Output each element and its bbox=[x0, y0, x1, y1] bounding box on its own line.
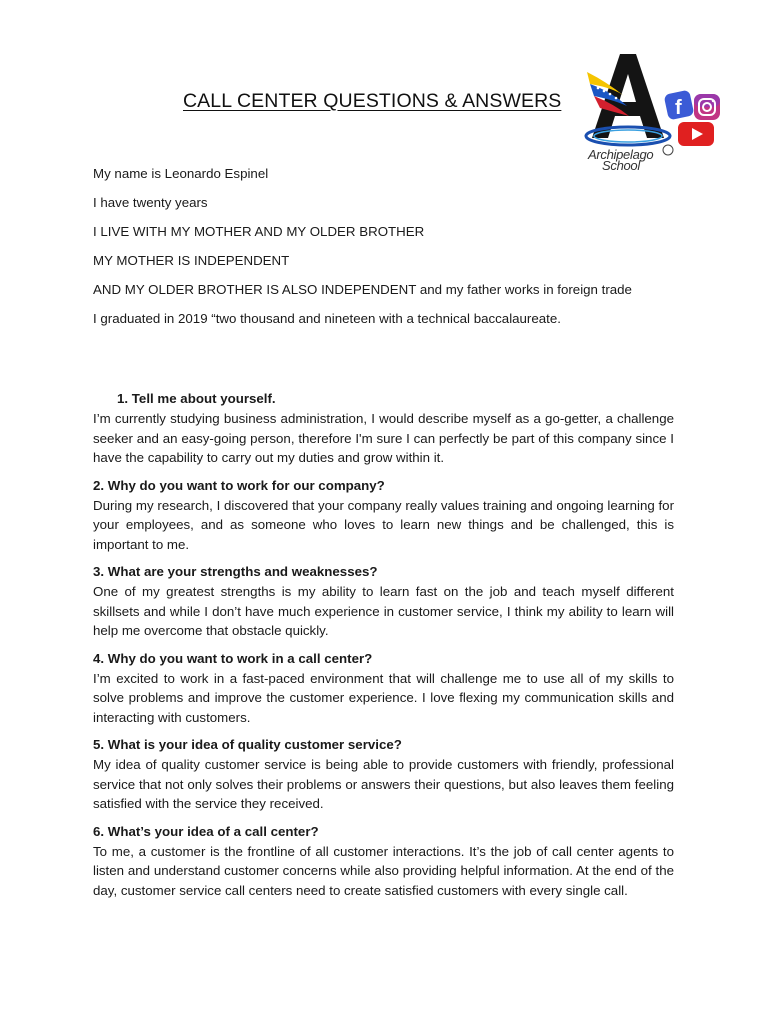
answer-paragraph: My idea of quality customer service is being able to provide customers with friendly, professional service that not only solves their problems or answers their questions, but also leaves them feeling satisfied with the service they received. bbox=[93, 757, 674, 811]
question-heading: 2. Why do you want to work for our company? bbox=[93, 477, 385, 493]
answer-paragraph: During my research, I discovered that your company really values training and ongoing learning for your employees, and as someone who loves to learn new things and be challenged, this is important to me. bbox=[93, 497, 674, 552]
intro-line: My name is Leonardo Espinel bbox=[93, 166, 269, 181]
intro-line: I LIVE WITH MY MOTHER AND MY OLDER BROTHER bbox=[93, 224, 425, 239]
youtube-icon bbox=[678, 122, 714, 146]
svg-text:f: f bbox=[675, 97, 682, 119]
answer-paragraph: To me, a customer is the frontline of all customer interactions. It’s the job of call center agents to listen and understand customer concerns while also providing helpful information. At the end of the day, customer service call centers need to create satisfied customers with every single call. bbox=[93, 843, 674, 898]
intro-line: I have twenty years bbox=[93, 195, 208, 210]
intro-line: MY MOTHER IS INDEPENDENT bbox=[93, 253, 290, 268]
question-heading: 4. Why do you want to work in a call center? bbox=[93, 650, 373, 666]
logo-text-line2: School bbox=[602, 158, 640, 173]
question-heading: 3. What are your strengths and weaknesses? bbox=[93, 564, 378, 579]
answer-paragraph: I’m currently studying business administration, I would describe myself as a go-getter, a challenge seeker and an easy-going person, therefore I'm sure I can perfectly be part of this company since I have the capability to carry out my duties and grow within it. bbox=[93, 411, 674, 465]
question-heading: 6. What’s your idea of a call center? bbox=[93, 823, 319, 839]
answer-paragraph: One of my greatest strengths is my ability to learn fast on the job and teach myself different skillsets and while I don’t have much experience in customer service, I think my ability to learn will help me overcome that obstacle quickly. bbox=[93, 584, 674, 638]
intro-section bbox=[93, 159, 632, 333]
logo-text-line1: Archipelago bbox=[588, 147, 654, 162]
intro-line: I graduated in 2019 “two thousand and nineteen with a technical baccalaureate. bbox=[93, 311, 561, 326]
answer-paragraph: I’m excited to work in a fast-paced environment that will challenge me to use all of my skills to solve problems and improve the customer experience. I love flexing my communication skills and interacting with customers. bbox=[93, 670, 674, 725]
facebook-icon bbox=[664, 90, 695, 121]
question-heading: 5. What is your idea of quality customer service? bbox=[93, 737, 402, 752]
instagram-icon bbox=[694, 94, 720, 120]
intro-line: AND MY OLDER BROTHER IS ALSO INDEPENDENT and my father works in foreign trade bbox=[93, 282, 632, 297]
page-title: CALL CENTER QUESTIONS & ANSWERS bbox=[183, 90, 562, 112]
question-heading: 1. Tell me about yourself. bbox=[117, 391, 276, 406]
qa-section bbox=[93, 389, 674, 908]
